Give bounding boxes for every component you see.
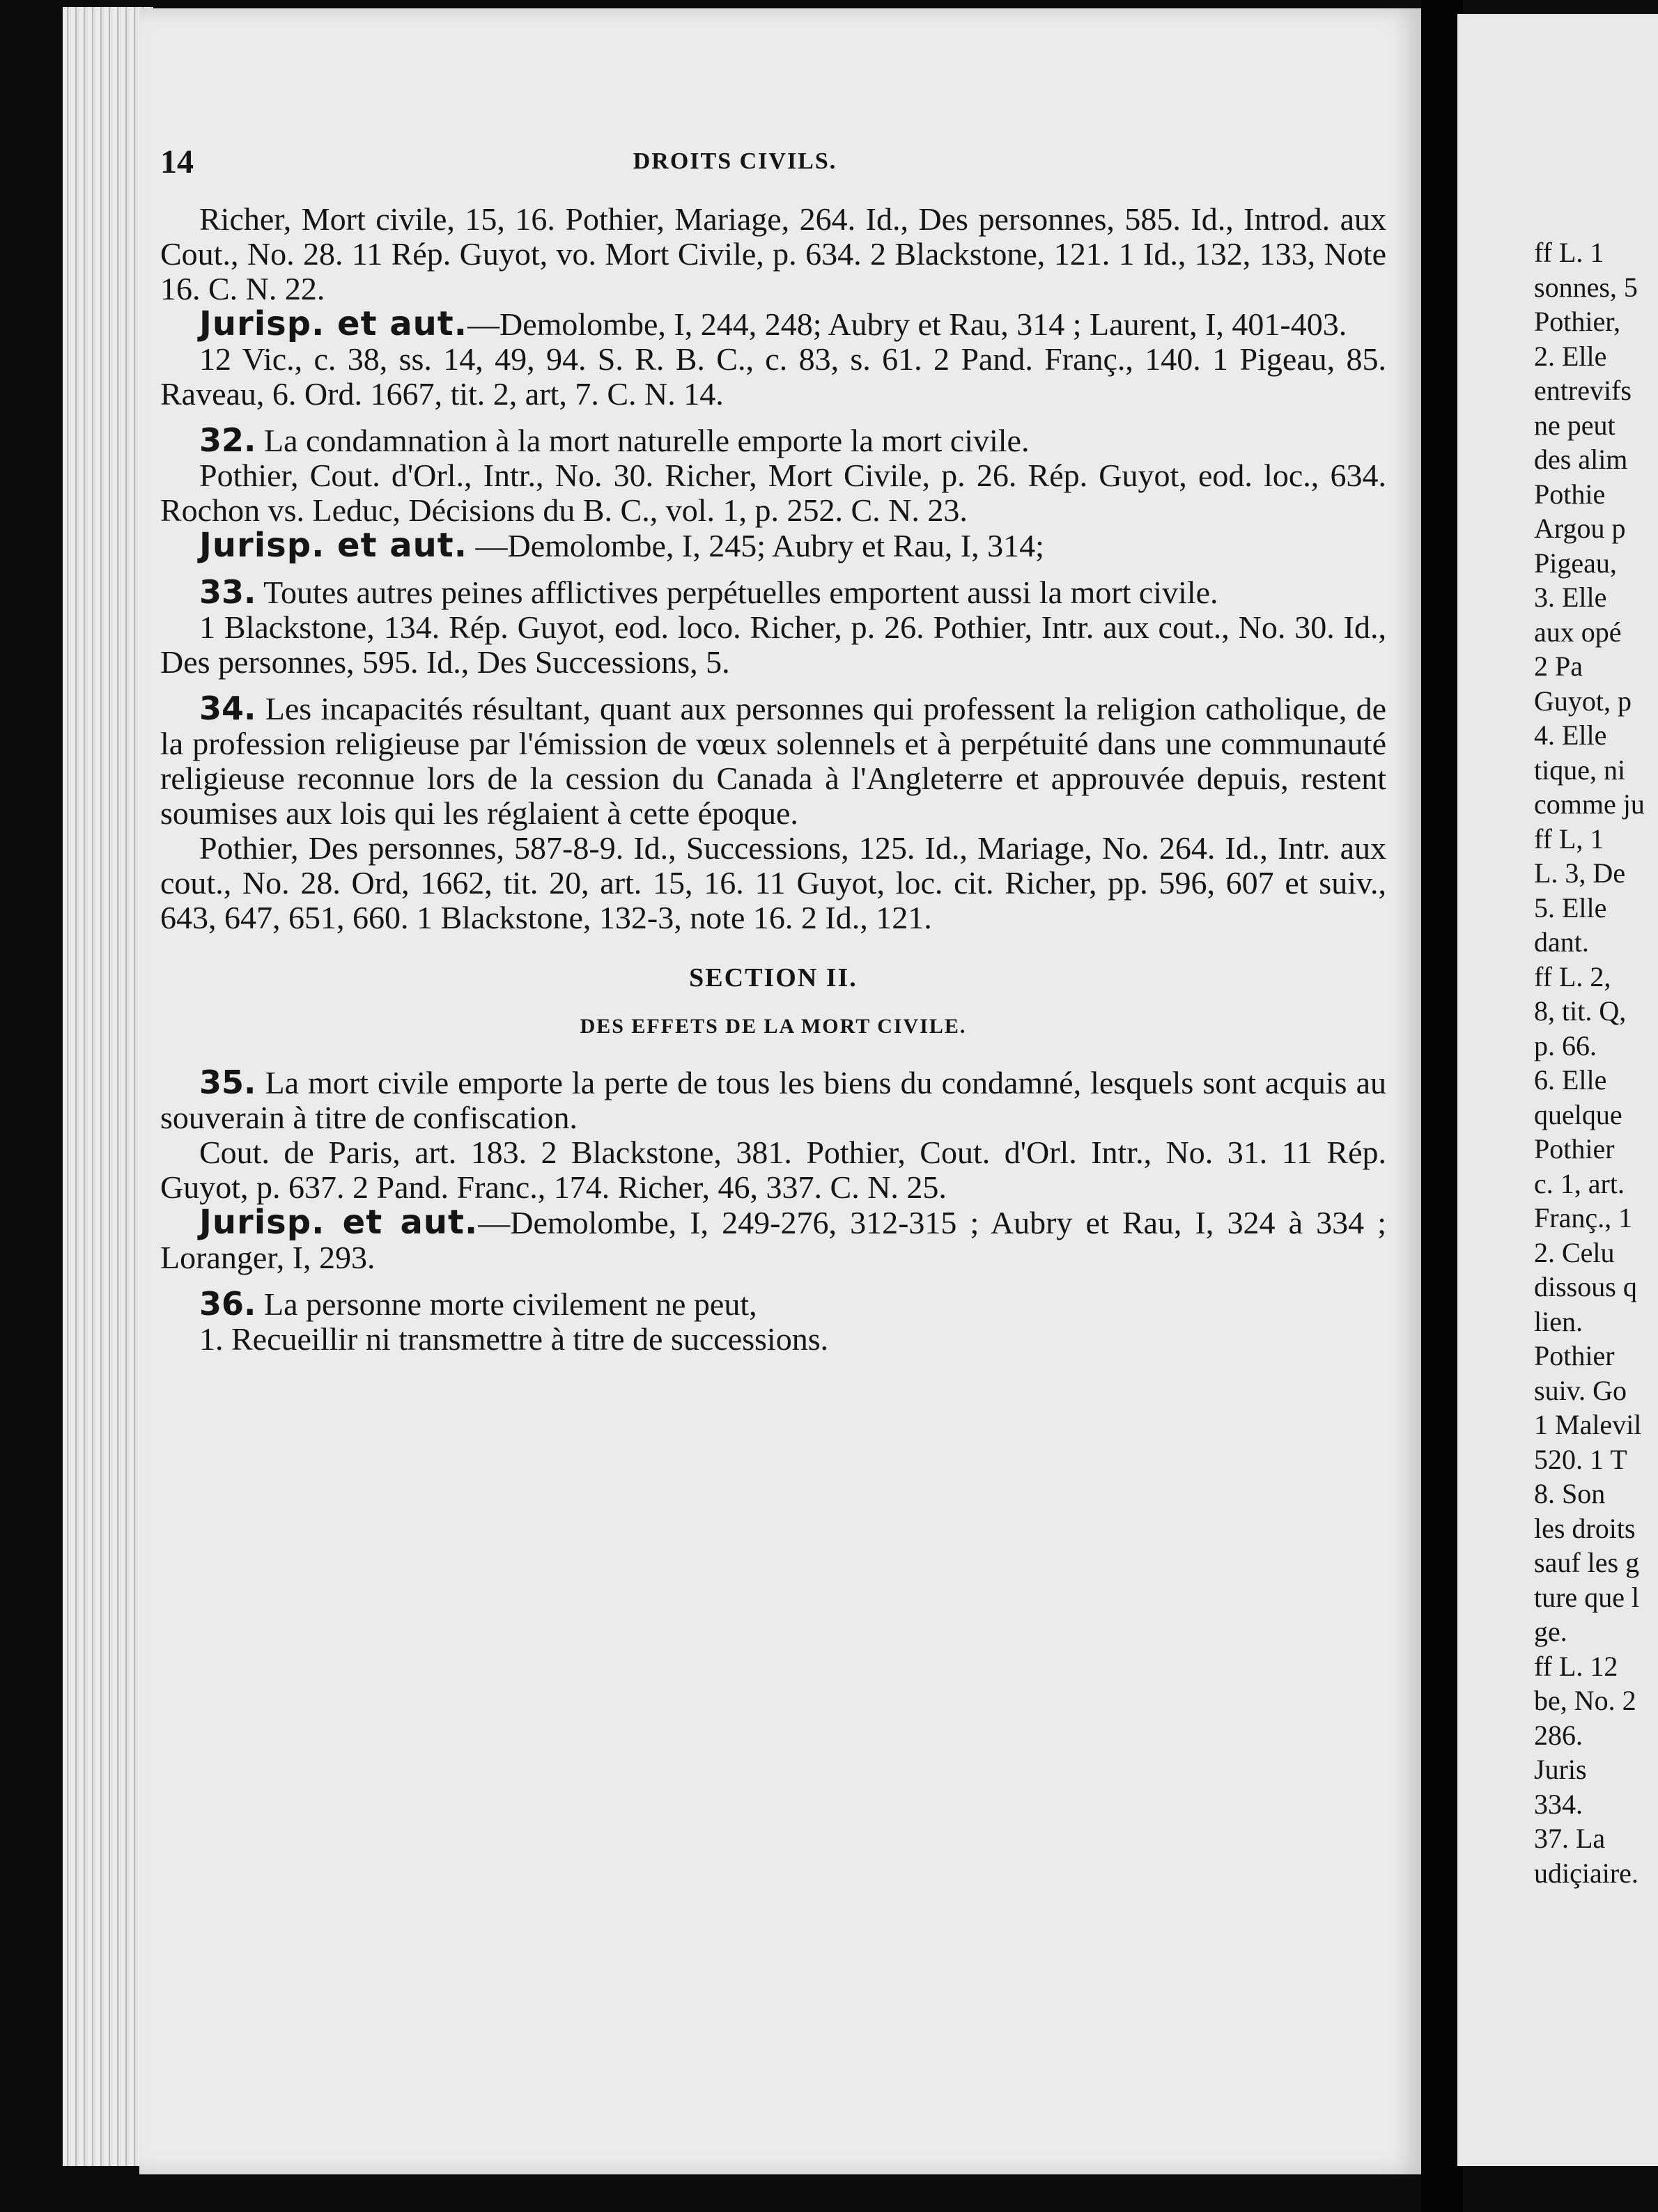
section-heading: SECTION II. <box>689 963 858 992</box>
right-page-line: 3. Elle <box>1534 582 1607 613</box>
right-page-line: dissous q <box>1534 1271 1637 1302</box>
jurisprudence-paragraph <box>160 1205 1386 1275</box>
article-number: 36. <box>199 1285 256 1323</box>
right-page-line: entrevifs <box>1534 375 1632 406</box>
right-page-line: suiv. Go <box>1534 1374 1627 1406</box>
right-page-line: ff L. 12 <box>1534 1650 1618 1682</box>
article-34 <box>160 691 1386 831</box>
article-text: La condamnation à la mort naturelle emporte la mort civile. <box>264 423 1030 458</box>
ref-paragraph: Richer, Mort civile, 15, 16. Pothier, Mariage, 264. Id., Des personnes, 585. Id., Introd. aux Cout., No. 28. 11 Rép. Guyot, vo. Mort Civile, p. 634. 2 Blackstone, 121. 1 Id., 132, 133, Note 16. C. N. 22. <box>160 201 1386 306</box>
right-page-line: p. 66. <box>1534 1029 1597 1061</box>
right-page-line: Guyot, p <box>1534 685 1632 717</box>
section-title: DES EFFETS DE LA MORT CIVILE. <box>580 1015 967 1038</box>
jurisprudence-text: —Demolombe, I, 244, 248; Aubry et Rau, 314 ; Laurent, I, 401-403. <box>467 306 1347 342</box>
article-number: 35. <box>199 1064 256 1101</box>
article-text: La personne morte civilement ne peut, <box>264 1286 757 1322</box>
right-page-line: be, No. 2 <box>1534 1685 1636 1716</box>
right-page-line: ff L. 1 <box>1534 237 1604 268</box>
right-page-line: 2. Celu <box>1534 1236 1615 1268</box>
book-gutter <box>1421 0 1463 2212</box>
article-text: Toutes autres peines afflictives perpétuelles emportent aussi la mort civile. <box>263 575 1218 610</box>
article-32 <box>160 423 1386 458</box>
right-page-line: 6. Elle <box>1534 1064 1607 1096</box>
right-page-line: 2. Elle <box>1534 340 1607 372</box>
right-page-line: tique, ni <box>1534 754 1626 786</box>
article-number: 32. <box>199 421 256 459</box>
right-page-line: Pothier, <box>1534 306 1620 337</box>
right-page-line: lien. <box>1534 1305 1583 1337</box>
right-page-line: 4. Elle <box>1534 719 1607 751</box>
article-number: 33. <box>199 573 256 611</box>
left-page-text <box>160 202 1386 1357</box>
article-text: Les incapacités résultant, quant aux personnes qui professent la religion catholique, de la profession religieuse par l'émission de vœux solennels et à perpétuité dans une communauté religieuse reconnue lors de la cession du Canada à l'Angleterre et approuvée depuis, restent soumises aux lois qui les réglaient à cette époque. <box>160 691 1387 831</box>
right-page <box>1457 14 1658 2166</box>
right-page-line: Pigeau, <box>1534 547 1617 579</box>
right-page-line: udiçiaire. <box>1534 1857 1638 1889</box>
right-page-line: sonnes, 5 <box>1534 271 1638 303</box>
right-page-line: L. 3, De <box>1534 857 1626 889</box>
right-page-line: 2 Pa <box>1534 651 1583 682</box>
article-item: 1. Recueillir ni transmettre à titre de successions. <box>199 1321 829 1357</box>
jurisprudence-text: —Demolombe, I, 249-276, 312-315 ; Aubry et Rau, I, 324 à 334 ; Loranger, I, 293. <box>160 1205 1386 1275</box>
right-page-line: Pothie <box>1534 478 1606 510</box>
right-page-line: 520. 1 T <box>1534 1443 1627 1475</box>
right-page-line: aux opé <box>1534 616 1622 648</box>
article-33 <box>160 575 1386 610</box>
page-header <box>160 143 1386 185</box>
right-page-line: quelque <box>1534 1098 1622 1130</box>
right-page-line: les droits <box>1534 1512 1636 1544</box>
right-page-line: dant. <box>1534 926 1589 958</box>
right-page-line: 8, tit. Q, <box>1534 995 1627 1027</box>
article-36 <box>160 1286 1386 1322</box>
ref-paragraph: Cout. de Paris, art. 183. 2 Blackstone, 381. Pothier, Cout. d'Orl. Intr., No. 31. 11 Rép. Guyot, p. 637. 2 Pand. Franc., 174. Richer, 46, 337. C. N. 25. <box>160 1135 1386 1205</box>
right-page-line: Pothier <box>1534 1340 1615 1371</box>
right-page-fragments <box>1534 235 1658 1890</box>
jurisprudence-text: —Demolombe, I, 245; Aubry et Rau, I, 314; <box>475 528 1044 563</box>
ref-paragraph: Pothier, Des personnes, 587-8-9. Id., Successions, 125. Id., Mariage, No. 264. Id., Intr. aux cout., No. 28. Ord, 1662, tit. 20, art. 15, 16. 11 Guyot, loc. cit. Richer, pp. 596, 607 et suiv., 643, 647, 651, 660. 1 Blackstone, 132-3, note 16. 2 Id., 121. <box>160 830 1386 935</box>
jurisprudence-label: Jurisp. et aut. <box>199 1203 479 1242</box>
right-page-line: ture que l <box>1534 1581 1640 1613</box>
right-page-line: 334. <box>1534 1788 1583 1820</box>
right-page-line: 1 Malevil <box>1534 1409 1642 1440</box>
right-page-line: ge. <box>1534 1616 1567 1647</box>
right-page-line: Franç., 1 <box>1534 1202 1633 1233</box>
ref-paragraph: Pothier, Cout. d'Orl., Intr., No. 30. Richer, Mort Civile, p. 26. Rép. Guyot, eod. loc., 634. Rochon vs. Leduc, Décisions du B. C., vol. 1, p. 252. C. N. 23. <box>160 458 1386 528</box>
jurisprudence-paragraph <box>160 528 1386 563</box>
right-page-line: Argou p <box>1534 513 1626 544</box>
article-35 <box>160 1065 1386 1135</box>
running-title: DROITS CIVILS. <box>633 148 837 174</box>
page-number: 14 <box>160 143 194 180</box>
right-page-line: 5. Elle <box>1534 891 1607 924</box>
right-page-line: comme ju <box>1534 788 1645 820</box>
right-page-line: ne peut <box>1534 409 1616 441</box>
article-text: La mort civile emporte la perte de tous les biens du condamné, lesquels sont acquis au souverain à titre de confiscation. <box>160 1065 1386 1135</box>
article-number: 34. <box>199 690 256 727</box>
jurisprudence-label: Jurisp. et aut. <box>199 526 467 565</box>
right-page-line: 8. Son <box>1534 1478 1606 1509</box>
right-page-line: Juris <box>1534 1754 1587 1785</box>
jurisprudence-paragraph <box>160 306 1386 342</box>
right-page-line: des alim <box>1534 444 1628 475</box>
ref-paragraph: 1 Blackstone, 134. Rép. Guyot, eod. loco. Richer, p. 26. Pothier, Intr. aux cout., No. 30. Id., Des personnes, 595. Id., Des Successions, 5. <box>160 609 1386 680</box>
right-page-line: c. 1, art. <box>1534 1167 1625 1199</box>
jurisprudence-label: Jurisp. et aut. <box>199 304 467 343</box>
right-page-line: 37. La <box>1534 1823 1606 1854</box>
ref-paragraph: 12 Vic., c. 38, ss. 14, 49, 94. S. R. B. C., c. 83, s. 61. 2 Pand. Franç., 140. 1 Pigeau, 85. Raveau, 6. Ord. 1667, tit. 2, art, 7. C. N. 14. <box>160 341 1386 412</box>
right-page-line: sauf les g <box>1534 1547 1640 1578</box>
right-page-line: ff L, 1 <box>1534 823 1604 855</box>
right-page-line: 286. <box>1534 1719 1583 1751</box>
right-page-line: ff L. 2, <box>1534 960 1611 992</box>
right-page-line: Pothier <box>1534 1133 1615 1165</box>
